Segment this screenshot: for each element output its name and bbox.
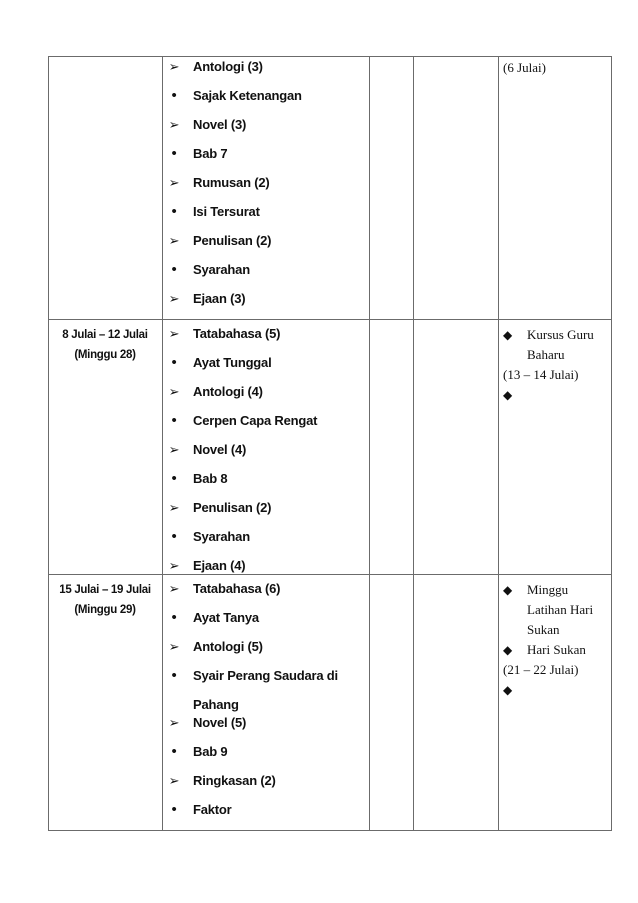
arrow-bullet-icon: ➢ [168,581,180,596]
dot-bullet-icon: • [171,667,177,684]
topic-item [166,556,366,576]
remark-text: (6 Julai) [503,60,546,75]
dot-bullet-icon: • [171,470,177,487]
topic-item [166,144,366,164]
topic-text: Rumusan (2) [193,175,270,190]
diamond-bullet-icon: ◆ [503,388,513,402]
topic-text: Bab 9 [193,744,228,759]
topic-text: Syarahan [193,262,250,277]
topic-text: Pahang [193,697,239,712]
topic-text: Antologi (3) [193,59,263,74]
dot-bullet-icon: • [171,609,177,626]
topic-text: Isi Tersurat [193,204,260,219]
diamond-bullet-icon: ◆ [503,683,513,697]
table-border-right [611,56,612,831]
topic-item [166,202,366,222]
arrow-bullet-icon: ➢ [168,715,180,730]
dot-bullet-icon: • [171,261,177,278]
topic-item [166,173,366,193]
topic-item [166,86,366,106]
topic-text: Bab 8 [193,471,228,486]
dot-bullet-icon: • [171,743,177,760]
table-divider-col4 [413,56,414,831]
arrow-bullet-icon: ➢ [168,175,180,190]
topic-text: Syair Perang Saudara di [193,668,338,683]
remark-text: Kursus Guru [527,327,594,342]
arrow-bullet-icon: ➢ [168,291,180,306]
topic-text: Ringkasan (2) [193,773,276,788]
topic-text: Novel (3) [193,117,247,132]
arrow-bullet-icon: ➢ [168,384,180,399]
week-number: (Minggu 29) [74,604,136,616]
row-divider-1 [48,319,612,320]
remark-text: Baharu [527,347,565,362]
diamond-bullet-icon: ◆ [503,583,513,597]
remark-text: Minggu [527,582,569,597]
table-divider-week [162,56,163,831]
topic-item [166,800,366,820]
topic-text: Penulisan (2) [193,500,272,515]
topic-text: Ejaan (3) [193,291,246,306]
dot-bullet-icon: • [171,203,177,220]
arrow-bullet-icon: ➢ [168,558,180,573]
arrow-bullet-icon: ➢ [168,117,180,132]
dot-bullet-icon: • [171,528,177,545]
week-range: 8 Julai – 12 Julai [62,329,148,341]
topic-item [166,771,366,791]
diamond-bullet-icon: ◆ [503,328,513,342]
topic-item [166,289,366,309]
topic-item [166,527,366,547]
week-range: 15 Julai – 19 Julai [59,584,151,596]
topic-item [166,324,366,344]
topic-text: Cerpen Capa Rengat [193,413,318,428]
arrow-bullet-icon: ➢ [168,773,180,788]
diamond-bullet-icon: ◆ [503,643,513,657]
topic-text: Bab 7 [193,146,228,161]
topic-item [166,695,366,715]
topic-text: Sajak Ketenangan [193,88,302,103]
topic-item [166,498,366,518]
topic-item [166,57,366,77]
topic-text: Novel (4) [193,442,247,457]
topic-text: Tatabahasa (6) [193,581,281,596]
arrow-bullet-icon: ➢ [168,500,180,515]
remark-text: (13 – 14 Julai) [503,367,579,382]
remark-text: (21 – 22 Julai) [503,662,579,677]
topic-item [166,666,366,686]
remark-text: Hari Sukan [527,642,586,657]
remark-text: Sukan [527,622,560,637]
topic-item [166,742,366,762]
arrow-bullet-icon: ➢ [168,59,180,74]
topic-item [166,608,366,628]
topic-item [166,260,366,280]
table-border-bottom [48,830,612,831]
table-divider-topic [369,56,370,831]
topic-text: Syarahan [193,529,250,544]
topic-item [166,382,366,402]
topic-item [166,637,366,657]
topic-text: Ayat Tunggal [193,355,272,370]
topic-item [166,231,366,251]
topic-item [166,713,366,733]
topic-text: Tatabahasa (5) [193,326,281,341]
dot-bullet-icon: • [171,801,177,818]
dot-bullet-icon: • [171,87,177,104]
topic-item [166,353,366,373]
topic-item [166,115,366,135]
topic-text: Antologi (5) [193,639,263,654]
topic-item [166,579,366,599]
topic-item [166,440,366,460]
topic-text: Novel (5) [193,715,247,730]
dot-bullet-icon: • [171,354,177,371]
dot-bullet-icon: • [171,412,177,429]
topic-text: Faktor [193,802,232,817]
topic-item [166,469,366,489]
arrow-bullet-icon: ➢ [168,326,180,341]
arrow-bullet-icon: ➢ [168,233,180,248]
dot-bullet-icon: • [171,145,177,162]
table-border-left [48,56,49,831]
topic-text: Penulisan (2) [193,233,272,248]
topic-text: Ejaan (4) [193,558,246,573]
remark-text: Latihan Hari [527,602,594,617]
arrow-bullet-icon: ➢ [168,639,180,654]
topic-item [166,411,366,431]
topic-text: Antologi (4) [193,384,263,399]
arrow-bullet-icon: ➢ [168,442,180,457]
table-divider-col5 [498,56,499,831]
topic-text: Ayat Tanya [193,610,259,625]
week-number: (Minggu 28) [74,349,136,361]
